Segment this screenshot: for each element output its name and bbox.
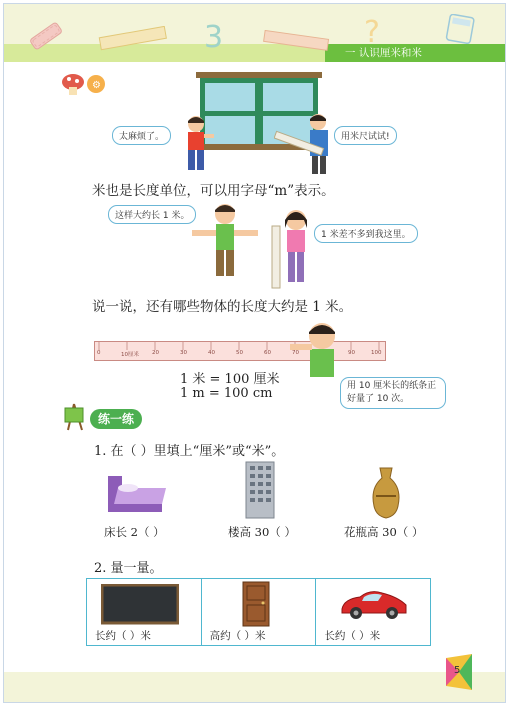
speech-bubble-paper-strip: 用 10 厘米长的纸条正好量了 10 次。 [340,377,446,409]
discussion-prompt: 说一说，还有哪些物体的长度大约是 1 米。 [92,299,353,315]
q2-item-blackboard: 长约（ ）米 [95,630,151,642]
question-1: 1. 在（ ）里填上“厘米”或“米”。 [94,444,285,459]
meter-unit-sentence: 米也是长度单位，可以用字母“m”表示。 [92,183,335,199]
bed-illustration [104,470,170,518]
q1-item-building: 楼高 30（ ） [228,525,296,539]
speech-bubble-one-meter-to-here: 1 米差不多到我这里。 [314,224,418,243]
ruler-deco-2-icon [262,30,332,52]
footer-band [4,672,505,702]
ruler-label-10cm: 10厘米 [121,352,139,358]
speech-bubble-about-one-meter: 这样大约长 1 米。 [108,205,196,224]
mushroom-section-icon [58,70,114,100]
ruler-label-60: 60 [264,350,271,356]
eraser-deco-icon [26,16,66,56]
teacher-with-ruler-illustration [274,112,338,176]
table-cell-door [202,579,317,645]
q1-item-bed: 床长 2（ ） [104,525,165,539]
ruler-label-70: 70 [292,350,299,356]
question-deco-icon [360,14,390,48]
q1-item-vase: 花瓶高 30（ ） [344,525,424,539]
table-cell-toy-car [316,579,430,645]
ruler-label-30: 30 [180,350,187,356]
question-2: 2. 量一量。 [94,561,163,576]
speech-bubble-try-meter-stick: 用米尺试试! [334,126,397,145]
ruler-label-90: 90 [348,350,355,356]
equation-meter-centimeter-cn: 1 米 = 100 厘米 [180,372,280,387]
measure-table [86,578,431,646]
ruler-label-40: 40 [208,350,215,356]
toy-car-illustration [338,587,410,621]
textbook-page [3,3,506,703]
chapter-title: 一 认识厘米和米 [325,44,505,62]
meter-ruler [94,341,386,361]
svg-text:?: ? [364,15,380,48]
page-number: 5 [454,665,461,676]
equation-m-cm: 1 m = 100 cm [180,386,273,401]
practice-title-badge: 练一练 [90,409,142,429]
calculator-deco-icon [444,14,478,46]
q2-item-door: 高约（ ）米 [209,630,266,642]
ruler-deco-icon [98,26,168,52]
speech-bubble-too-troublesome: 太麻烦了。 [112,126,171,145]
digit-deco: 3 [204,20,224,55]
door-illustration [242,581,270,627]
svg-text:⚙: ⚙ [92,80,101,91]
vase-illustration [368,466,404,520]
q2-item-toy-car: 长约（ ）米 [324,630,381,642]
table-cell-blackboard [87,579,202,645]
building-illustration [242,458,278,520]
boy-arms-spread-illustration [192,200,262,284]
ruler-label-start: 0 [97,350,101,356]
ruler-label-end: 100 [371,350,382,356]
easel-icon [62,400,88,432]
boy-measuring-illustration [176,114,216,176]
ruler-label-20: 20 [152,350,159,356]
ruler-label-50: 50 [236,350,243,356]
blackboard-illustration [101,584,179,626]
boy-holding-ruler-illustration [286,318,342,380]
girl-with-meter-stick-illustration [266,206,316,290]
